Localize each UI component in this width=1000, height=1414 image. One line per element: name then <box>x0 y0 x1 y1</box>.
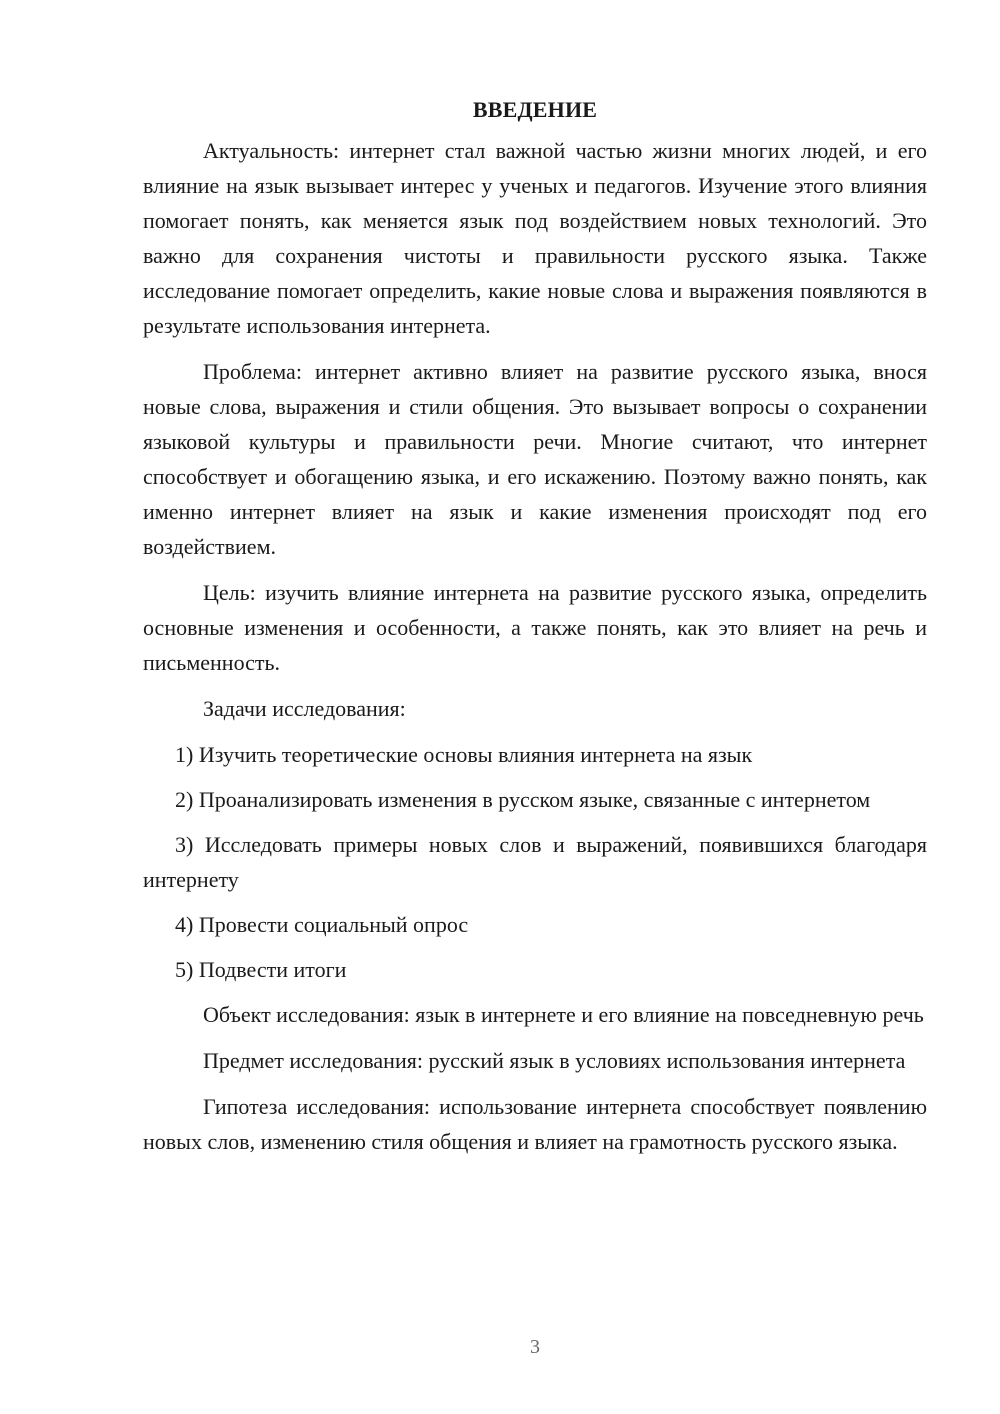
page-number: 3 <box>530 1336 540 1358</box>
document-body <box>143 92 927 1170</box>
paragraph-tasks-heading: Задачи исследования: <box>203 696 406 721</box>
paragraph-goal: Цель: изучить влияние интернета на развитие русского языка, определить основные изменения и особенности, а также понять, как это влияет на речь и письменность. <box>143 580 927 675</box>
task-item-5: 5) Подвести итоги <box>175 957 347 982</box>
task-item-4: 4) Провести социальный опрос <box>175 912 469 937</box>
task-item-2: 2) Проанализировать изменения в русском языке, связанные с интернетом <box>175 787 871 812</box>
paragraph-relevance: Актуальность: интернет стал важной частью жизни многих людей, и его влияние на язык вызывает интерес у ученых и педагогов. Изучение этого влияния помогает понять, как меняется язык под воздействием новых технологий. Это важно для сохранения чистоты и правильности русского языка. Также исследование помогает определить, какие новые слова и выражения появляются в результате использования интернета. <box>143 138 927 338</box>
paragraph-problem: Проблема: интернет активно влияет на развитие русского языка, внося новые слова, выражения и стили общения. Это вызывает вопросы о сохранении языковой культуры и правильности речи. Многие считают, что интернет способствует и обогащению языка, и его искажению. Поэтому важно понять, как именно интернет влияет на язык и какие изменения происходят под его воздействием. <box>143 359 927 559</box>
paragraph-object: Объект исследования: язык в интернете и его влияние на повседневную речь <box>203 1002 924 1027</box>
paragraph-hypothesis: Гипотеза исследования: использование интернета способствует появлению новых слов, изменению стиля общения и влияет на грамотность русского языка. <box>143 1094 927 1154</box>
section-title: ВВЕДЕНИЕ <box>472 97 598 122</box>
task-item-1: 1) Изучить теоретические основы влияния интернета на язык <box>175 742 753 767</box>
paragraph-subject: Предмет исследования: русский язык в условиях использования интернета <box>203 1048 906 1073</box>
task-item-3: 3) Исследовать примеры новых слов и выражений, появившихся благодаря интернету <box>143 832 927 892</box>
